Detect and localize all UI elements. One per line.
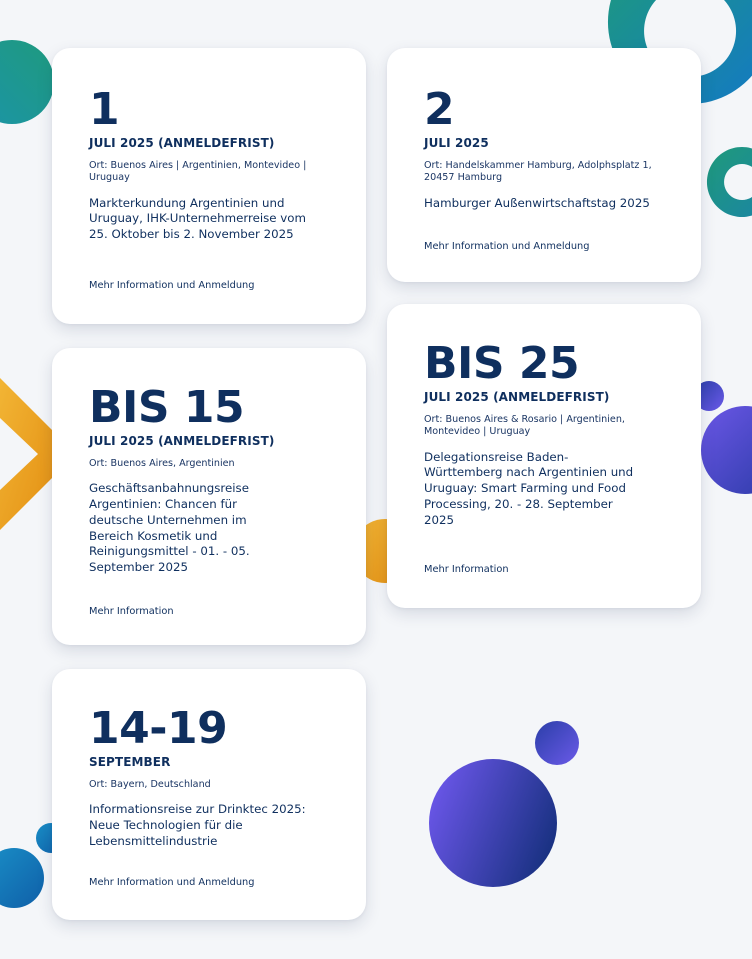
deco-circle-blue-bottom-left xyxy=(0,848,44,908)
event-more-info-link[interactable]: Mehr Information xyxy=(424,564,509,575)
event-date-day: BIS 15 xyxy=(89,382,245,433)
event-date-day: 2 xyxy=(424,84,455,135)
event-location: Ort: Buenos Aires, Argentinien xyxy=(89,458,235,469)
event-more-info-link[interactable]: Mehr Information und Anmeldung xyxy=(424,241,590,252)
deco-circle-purple-right xyxy=(701,406,752,494)
event-title: Geschäftsanbahnungsreise Argentinien: Chancen für deutsche Unternehmen im Bereich Kosmetik und Reinigungsmittel - 01. - 05. September 2025 xyxy=(89,481,250,575)
deco-circle-teal-top-left xyxy=(0,40,54,124)
event-date-month: JULI 2025 (ANMELDEFRIST) xyxy=(424,390,610,404)
deco-chevron-left xyxy=(0,378,52,530)
event-more-info-link[interactable]: Mehr Information xyxy=(89,606,174,617)
event-card-5 xyxy=(52,669,366,920)
deco-circle-purple-medium xyxy=(535,721,579,765)
deco-ring-right xyxy=(707,147,752,217)
event-card-3 xyxy=(52,348,366,645)
event-location: Ort: Buenos Aires | Argentinien, Montevideo | Uruguay xyxy=(89,160,307,184)
event-more-info-link[interactable]: Mehr Information und Anmeldung xyxy=(89,877,255,888)
event-title: Hamburger Außenwirtschaftstag 2025 xyxy=(424,195,650,210)
event-date-day: 1 xyxy=(89,84,120,135)
event-location: Ort: Buenos Aires & Rosario | Argentinien, Montevideo | Uruguay xyxy=(424,414,625,438)
event-card-4 xyxy=(387,304,701,608)
event-date-month: JULI 2025 (ANMELDEFRIST) xyxy=(89,434,275,448)
event-more-info-link[interactable]: Mehr Information und Anmeldung xyxy=(89,280,255,291)
event-location: Ort: Handelskammer Hamburg, Adolphsplatz 1, 20457 Hamburg xyxy=(424,160,652,184)
event-date-day: 14-19 xyxy=(89,703,228,754)
event-location: Ort: Bayern, Deutschland xyxy=(89,779,211,790)
event-date-month: JULI 2025 (ANMELDEFRIST) xyxy=(89,136,275,150)
event-title: Informationsreise zur Drinktec 2025: Neue Technologien für die Lebensmittelindustrie xyxy=(89,802,306,848)
event-card-2 xyxy=(387,48,701,282)
event-title: Delegationsreise Baden-Württemberg nach Argentinien und Uruguay: Smart Farming und Food Processing, 20. - 28. September 2025 xyxy=(424,449,634,527)
event-card-1 xyxy=(52,48,366,324)
event-title: Markterkundung Argentinien und Uruguay, IHK-Unternehmerreise vom 25. Oktober bis 2. November 2025 xyxy=(89,195,306,242)
event-date-day: BIS 25 xyxy=(424,338,580,389)
event-date-month: JULI 2025 xyxy=(424,136,489,150)
event-date-month: SEPTEMBER xyxy=(89,755,171,769)
deco-circle-purple-big xyxy=(429,759,557,887)
